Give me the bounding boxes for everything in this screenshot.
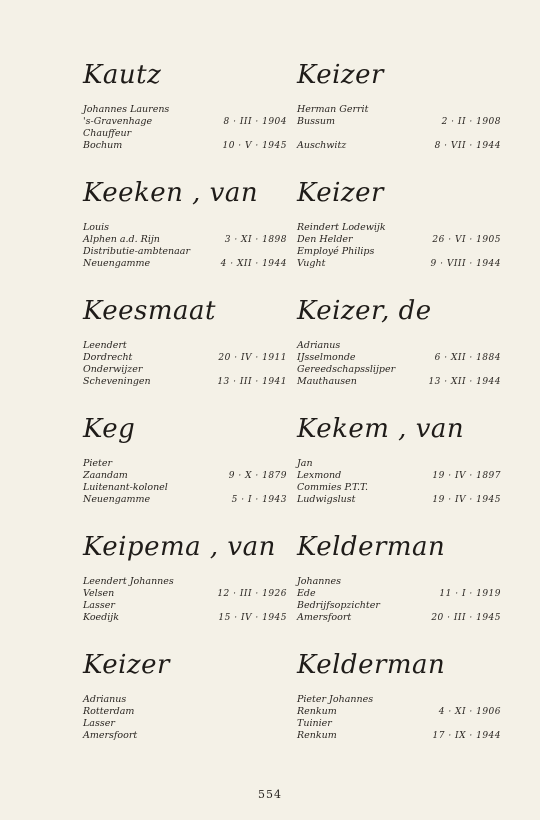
- death-date: 8 · VII · 1944: [434, 141, 501, 151]
- entry-line: [83, 706, 291, 718]
- birth-place: Alphen a.d. Rijn: [83, 234, 160, 245]
- death-date: 9 · VIII · 1944: [430, 259, 501, 269]
- register-entry: [83, 58, 291, 176]
- occupation: Chauffeur: [83, 128, 132, 139]
- given-names: Johannes: [297, 576, 342, 587]
- surname-heading: Kekem , van: [297, 414, 465, 444]
- death-place: Scheveningen: [83, 376, 151, 387]
- death-place: Amersfoort: [297, 612, 352, 623]
- given-names: Johannes Laurens: [83, 104, 170, 115]
- entry-line: [83, 116, 291, 128]
- entry-line: [297, 116, 505, 128]
- entry-line: [83, 458, 291, 470]
- birth-date: 12 · III · 1926: [217, 589, 287, 599]
- entry-details: [83, 694, 291, 742]
- entry-line: [297, 612, 505, 624]
- register-entry: [83, 176, 291, 294]
- death-place: Auschwitz: [297, 140, 347, 151]
- given-names: Leendert Johannes: [83, 576, 174, 587]
- birth-date: 26 · VI · 1905: [432, 235, 501, 245]
- occupation: Employé Philips: [297, 246, 375, 257]
- birth-date: 6 · XII · 1884: [434, 353, 501, 363]
- given-names: Jan: [297, 458, 313, 469]
- birth-date: 2 · II · 1908: [441, 117, 501, 127]
- entry-line: [297, 376, 505, 388]
- entry-line: [297, 140, 505, 152]
- surname-heading: Keeken , van: [83, 178, 259, 208]
- surname-heading: Keizer: [297, 60, 384, 90]
- entry-line: [297, 104, 505, 116]
- entry-line: [83, 718, 291, 730]
- surname-heading: Keg: [83, 414, 136, 444]
- occupation: Bedrijfsopzichter: [297, 600, 380, 611]
- register-entry: [83, 648, 291, 766]
- birth-place: Lexmond: [297, 470, 342, 481]
- entry-details: [297, 340, 505, 388]
- death-place: Renkum: [297, 730, 337, 741]
- death-date: 5 · I · 1943: [231, 495, 287, 505]
- entry-line: [297, 730, 505, 742]
- death-place: Ludwigslust: [297, 494, 356, 505]
- birth-place: Renkum: [297, 706, 337, 717]
- death-place: Bochum: [83, 140, 123, 151]
- left-column: [83, 58, 291, 766]
- birth-date: 3 · XI · 1898: [224, 235, 287, 245]
- entry-line: [83, 234, 291, 246]
- entry-details: [83, 576, 291, 624]
- register-entry: [83, 530, 291, 648]
- death-place: Vught: [297, 258, 326, 269]
- birth-place: Bussum: [297, 116, 335, 127]
- entry-line: [83, 730, 291, 742]
- occupation: Lasser: [83, 600, 115, 611]
- death-place: Neuengamme: [83, 258, 151, 269]
- entry-line: [297, 222, 505, 234]
- entry-line: [83, 352, 291, 364]
- register-entry: [297, 58, 505, 176]
- surname-heading: Kautz: [83, 60, 162, 90]
- entry-details: [83, 340, 291, 388]
- birth-date: 11 · I · 1919: [439, 589, 501, 599]
- register-entry: [83, 412, 291, 530]
- entry-line: [297, 718, 505, 730]
- given-names: Louis: [83, 222, 110, 233]
- occupation: Lasser: [83, 718, 115, 729]
- death-place: Amersfoort: [83, 730, 138, 741]
- birth-date: 19 · IV · 1897: [432, 471, 501, 481]
- occupation: Distributie-ambtenaar: [83, 246, 190, 257]
- surname-heading: Keesmaat: [83, 296, 216, 326]
- entry-line: [297, 576, 505, 588]
- entry-line: [83, 494, 291, 506]
- entry-line: [297, 706, 505, 718]
- occupation: Luitenant-kolonel: [83, 482, 168, 493]
- entry-line: [297, 458, 505, 470]
- given-names: Pieter Johannes: [297, 694, 374, 705]
- entry-line: [297, 494, 505, 506]
- birth-date: 9 · X · 1879: [228, 471, 287, 481]
- entry-line: [83, 470, 291, 482]
- register-entry: [297, 294, 505, 412]
- entry-line: [297, 340, 505, 352]
- entry-line: [83, 612, 291, 624]
- register-entry: [297, 648, 505, 766]
- surname-heading: Keizer: [297, 178, 384, 208]
- given-names: Reindert Lodewijk: [297, 222, 386, 233]
- given-names: Pieter: [83, 458, 113, 469]
- entry-line: [297, 246, 505, 258]
- entry-details: [297, 458, 505, 506]
- entry-line: [83, 588, 291, 600]
- occupation: Gereedschapsslijper: [297, 364, 396, 375]
- death-date: 15 · IV · 1945: [218, 613, 287, 623]
- entry-details: [83, 104, 291, 152]
- entry-line: [297, 352, 505, 364]
- death-date: 13 · III · 1941: [217, 377, 287, 387]
- entry-line: [297, 600, 505, 612]
- death-date: 10 · V · 1945: [222, 141, 287, 151]
- entry-details: [297, 104, 505, 152]
- birth-place: Rotterdam: [83, 706, 135, 717]
- death-date: 13 · XII · 1944: [428, 377, 501, 387]
- birth-place: Den Helder: [297, 234, 353, 245]
- death-place: Koedijk: [83, 612, 120, 623]
- occupation: Onderwijzer: [83, 364, 143, 375]
- entry-details: [83, 458, 291, 506]
- birth-place: Velsen: [83, 588, 115, 599]
- register-entry: [297, 412, 505, 530]
- entry-line: [297, 694, 505, 706]
- death-date: 20 · III · 1945: [431, 613, 501, 623]
- birth-place: Zaandam: [83, 470, 128, 481]
- given-names: Adrianus: [83, 694, 127, 705]
- surname-heading: Keizer: [83, 650, 170, 680]
- entry-line: [83, 694, 291, 706]
- entry-details: [297, 694, 505, 742]
- death-place: Neuengamme: [83, 494, 151, 505]
- birth-place: 's-Gravenhage: [83, 116, 153, 127]
- birth-date: 8 · III · 1904: [223, 117, 287, 127]
- entry-line: [297, 258, 505, 270]
- entry-line: [83, 600, 291, 612]
- given-names: Leendert: [83, 340, 127, 351]
- entry-line: [83, 246, 291, 258]
- entry-line: [297, 128, 505, 140]
- entry-line: [83, 258, 291, 270]
- birth-place: Dordrecht: [83, 352, 133, 363]
- entry-line: [297, 470, 505, 482]
- surname-heading: Kelderman: [297, 650, 446, 680]
- right-column: [297, 58, 505, 766]
- surname-heading: Keipema , van: [83, 532, 276, 562]
- entry-line: [83, 340, 291, 352]
- entry-line: [83, 222, 291, 234]
- entry-details: [297, 222, 505, 270]
- entry-details: [83, 222, 291, 270]
- page-number: 554: [258, 788, 282, 801]
- entry-line: [83, 104, 291, 116]
- entry-line: [83, 140, 291, 152]
- death-place: Mauthausen: [297, 376, 357, 387]
- entry-line: [297, 482, 505, 494]
- occupation: Commies P.T.T.: [297, 482, 368, 493]
- entry-details: [297, 576, 505, 624]
- birth-place: Ede: [297, 588, 316, 599]
- birth-date: 4 · XI · 1906: [438, 707, 501, 717]
- birth-place: IJsselmonde: [297, 352, 356, 363]
- register-entry: [83, 294, 291, 412]
- death-date: 4 · XII · 1944: [220, 259, 287, 269]
- occupation: Tuinier: [297, 718, 332, 729]
- birth-date: 20 · IV · 1911: [218, 353, 287, 363]
- entry-line: [297, 364, 505, 376]
- given-names: Adrianus: [297, 340, 341, 351]
- surname-heading: Keizer, de: [297, 296, 432, 326]
- entry-line: [83, 128, 291, 140]
- register-entry: [297, 176, 505, 294]
- surname-heading: Kelderman: [297, 532, 446, 562]
- death-date: 19 · IV · 1945: [432, 495, 501, 505]
- entry-line: [83, 482, 291, 494]
- entry-line: [83, 576, 291, 588]
- given-names: Herman Gerrit: [297, 104, 369, 115]
- entry-line: [297, 588, 505, 600]
- death-date: 17 · IX · 1944: [432, 731, 501, 741]
- entry-line: [83, 376, 291, 388]
- register-entry: [297, 530, 505, 648]
- entry-line: [83, 364, 291, 376]
- entry-line: [297, 234, 505, 246]
